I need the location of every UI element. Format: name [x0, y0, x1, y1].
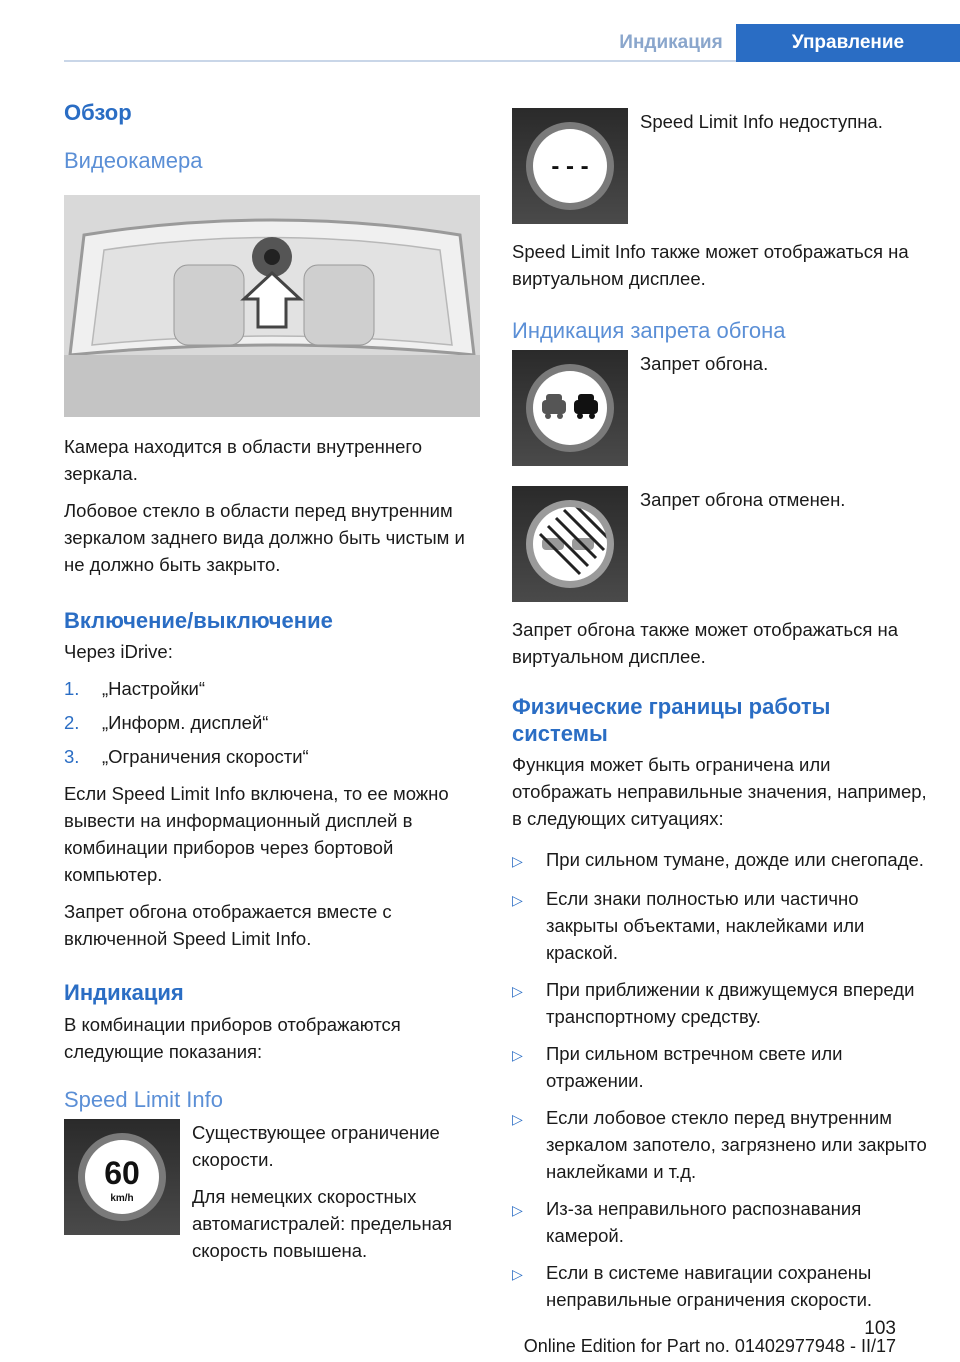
sli-hud-text: Speed Limit Info также может отображаться на виртуальном дисплее. [512, 241, 909, 289]
list-item: ▷ Из-за неправильного распознавания камерой. [512, 1195, 930, 1249]
left-column [64, 100, 482, 1286]
limits-description: Функция может быть ограничена или отображать неправильные значения, например, в следующих ситуациях: [512, 754, 927, 830]
triangle-bullet-icon: ▷ [512, 1047, 523, 1064]
no-overtake-cancelled-text: Запрет обгона отменен. [640, 489, 846, 511]
heading-display: Индикация [64, 980, 184, 1006]
heading-system-limits: Физические границы работы системы [512, 694, 831, 746]
list-item: 3. „Ограничения скорости“ [64, 746, 309, 768]
triangle-bullet-icon: ▷ [512, 892, 523, 909]
triangle-bullet-icon: ▷ [512, 983, 523, 1000]
list-item: ▷ Если в системе навигации сохранены неправильные ограничения скорости. [512, 1259, 930, 1313]
camera-location-text: Камера находится в области внутреннего зеркала. [64, 435, 423, 484]
heading-speed-limit-info: Speed Limit Info [64, 1086, 223, 1112]
list-item: 1. „Настройки“ [64, 678, 206, 700]
sign-row-no-overtake-end [512, 486, 930, 602]
autobahn-text: Для немецких скоростных автомагистралей: предельная скорость повышена. [192, 1185, 452, 1261]
camera-photo [64, 195, 480, 417]
onoff-description: Если Speed Limit Info включена, то ее можно вывести на информационный дисплей в комбинации приборов через бортовой компьютер. [64, 783, 449, 886]
svg-text:- - -: - - - [551, 153, 589, 180]
end-of-no-overtaking-icon [520, 494, 620, 594]
current-limit-text: Существующее ограничение скорости. [192, 1121, 440, 1170]
no-overtaking-icon [520, 358, 620, 458]
speed-limit-unavailable-icon [520, 116, 620, 216]
list-item: ▷ Если знаки полностью или частично закрыты объектами, наклейками или краской. [512, 885, 930, 966]
display-description: В комбинации приборов отображаются следующие показания: [64, 1013, 401, 1062]
tab-upravlenie[interactable]: Управление [736, 24, 960, 62]
sli-unavailable-text: Speed Limit Info недоступна. [640, 111, 883, 132]
list-item: 2. „Информ. дисплей“ [64, 712, 269, 734]
no-overtake-hud-text: Запрет обгона также может отображаться на виртуальном дисплее. [512, 619, 899, 668]
right-column [512, 108, 930, 1323]
sli-unavailable-sign-box [512, 108, 628, 224]
svg-text:km/h: km/h [110, 1192, 134, 1204]
sign-row-no-overtake [512, 350, 930, 466]
list-item: ▷ При приближении к движущемуся впереди транспортному средству. [512, 976, 930, 1030]
heading-overview: Обзор [64, 100, 132, 125]
sign-row-speed [64, 1119, 482, 1274]
speed-sign-text [180, 1119, 482, 1274]
svg-text:60: 60 [104, 1154, 140, 1191]
windshield-camera-illustration [64, 195, 480, 417]
triangle-bullet-icon: ▷ [512, 1202, 523, 1219]
triangle-bullet-icon: ▷ [512, 853, 523, 870]
triangle-bullet-icon: ▷ [512, 1111, 523, 1128]
no-overtake-text: Запрет обгона. [640, 353, 769, 375]
no-overtake-sign-box [512, 350, 628, 466]
heading-camera: Видеокамера [64, 148, 203, 174]
idrive-steps-list [64, 675, 482, 770]
sign-row-unavailable [512, 108, 930, 224]
triangle-bullet-icon: ▷ [512, 1266, 523, 1283]
heading-no-overtake-display: Индикация запрета обгона [512, 318, 786, 343]
no-overtake-with-sli: Запрет обгона отображается вместе с включенной Speed Limit Info. [64, 901, 392, 950]
via-idrive-text: Через iDrive: [64, 641, 173, 663]
no-overtake-end-sign-box [512, 486, 628, 602]
page-number: 103 [864, 1318, 896, 1339]
tab-indikatsiya[interactable]: Индикация [619, 32, 723, 53]
list-item: ▷ При сильном встречном свете или отражении. [512, 1040, 930, 1094]
edition-text: Online Edition for Part no. 01402977948 - II/17 [523, 1336, 896, 1356]
speed-limit-60-icon [72, 1127, 172, 1227]
page-header [64, 24, 960, 62]
list-item: ▷ Если лобовое стекло перед внутренним зеркалом запотело, загрязнено или закрыто наклейками и т.д. [512, 1104, 930, 1185]
windshield-clean-text: Лобовое стекло в области перед внутренним зеркалом заднего вида должно быть чистым и не должно быть закрыто. [64, 499, 465, 575]
list-item: ▷ При сильном тумане, дожде или снегопаде. [512, 846, 930, 875]
heading-on-off: Включение/выключение [64, 607, 333, 633]
limits-list [512, 846, 930, 1313]
speed-limit-sign-box [64, 1119, 180, 1235]
